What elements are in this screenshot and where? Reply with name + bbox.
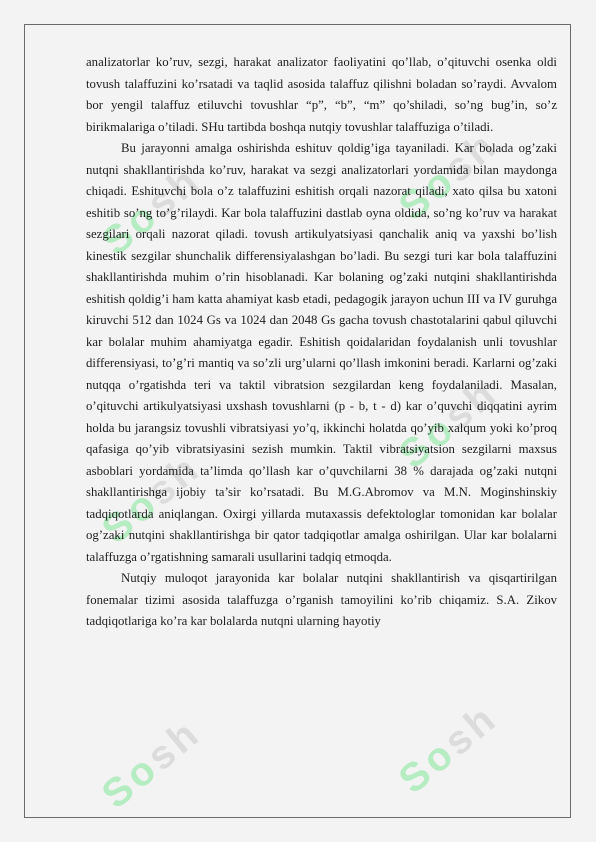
watermark: Sosh — [390, 122, 507, 230]
watermark: Sosh — [93, 710, 210, 818]
document-body — [86, 52, 557, 633]
paragraph-3: Nutqiy muloqot jarayonida kar bolalar nutqini shakllantirish va qisqartirilgan fonemalar tizimi asosida talaffuzga o’rganish tamoyilini ko’rib chiqamiz. S.A. Zikov tadqiqotlariga ko’ra kar bolalarda nutqni ularning hayotiy — [86, 571, 557, 628]
watermark: Sosh — [93, 157, 210, 265]
watermark: Sosh — [390, 370, 507, 478]
paragraph-1: analizatorlar ko’ruv, sezgi, harakat analizator faoliyatini qo’llab, o’qituvchi osenka oldi tovush talaffuzini ko’rsatadi va taqlid asosida talaffuz qilishni boladan so’raydi. Avvalom bor yengil talaffuz etiluvchi tovushlar “p”, “b”, “m” qo’shiladi, so’ng bug’in, so’z birikmalariga o’tiladi. SHu tartibda boshqa nutqiy tovushlar talaffuziga o’tiladi. — [86, 55, 557, 134]
watermark: Sosh — [93, 445, 210, 553]
watermark: Sosh — [390, 695, 507, 803]
paragraph-2: Bu jarayonni amalga oshirishda eshituv qoldig’iga tayaniladi. Kar bolada og’zaki nutqni shakllantirishda ko’ruv, harakat va sezgi analizatorlari yordamida bilan maydonga chiqadi. Eshituvchi bola o’z talaffuzini eshitish orqali nazorat qiladi, xato qilsa bu xatoni eshitib so’ng to’g’rilaydi. Kar bola talaffuzini dastlab oyna oldida, so’ng ko’ruv va harakat sezgilari orqali nazorat qiladi. tovush artikulyatsiyasi qanchalik aniq va yaxshi bo’lish kinestik sezgilar shunchalik differensiyalashgan bo’ladi. Bu sezgi turi kar bola talaffuzini shakllantirishda muhim o’rin hisoblanadi. Kar bolaning og’zaki nutqini shakllantirishda eshitish qoldig’i ham katta ahamiyat kasb etadi, pedagogik jarayon uchun III va IV guruhga kiruvchi 512 dan 1024 Gs va 1024 dan 2048 Gs gacha tovush chastotalarini qabul qiluvchi kar bolalar muhim ahamiyatga egadir. Eshitish qoidalaridan foydalanish unli tovushlar differensiyasi, to’g’ri mantiq va so’zli urg’ularni qo’llash imkonini beradi. Karlarni og’zaki nutqqa o’rgatishda teri va taktil vibratsion sezgilardan keng foydalaniladi. Masalan, o’qituvchi artikulyatsiyasi uxshash tovushlarni (p - b, t - d) kar o’quvchi diqqatini ayrim holda bu jarangsiz tovushli vibratsiyasi yo’q, ikkinchi holatda qo’yib xalqum yoki ko’proq qafasiga qo’yib vibratsiyasini sezish mumkin. Taktil vibratsiyatsion sezgilarni maxsus asboblari yordamida ta’limda qo’llash kar o’quvchilarni 38 % darajada og’zaki nutqni shakllantirishga ijobiy ta’sir ko’rsatadi. Bu M.G.Abromov va M.N. Moginshinskiy tadqiqotlarda aniqlangan. Oxirgi yillarda mutaxassis defektologlar tomonidan kar bolalar og’zaki nutqini shakllantirishga bir qator tadqiqotlar amalga oshirilgan. Ular kar bolalarni talaffuzga o’rgatishning samarali usullarini tadqiq etmoqda. — [86, 141, 557, 564]
